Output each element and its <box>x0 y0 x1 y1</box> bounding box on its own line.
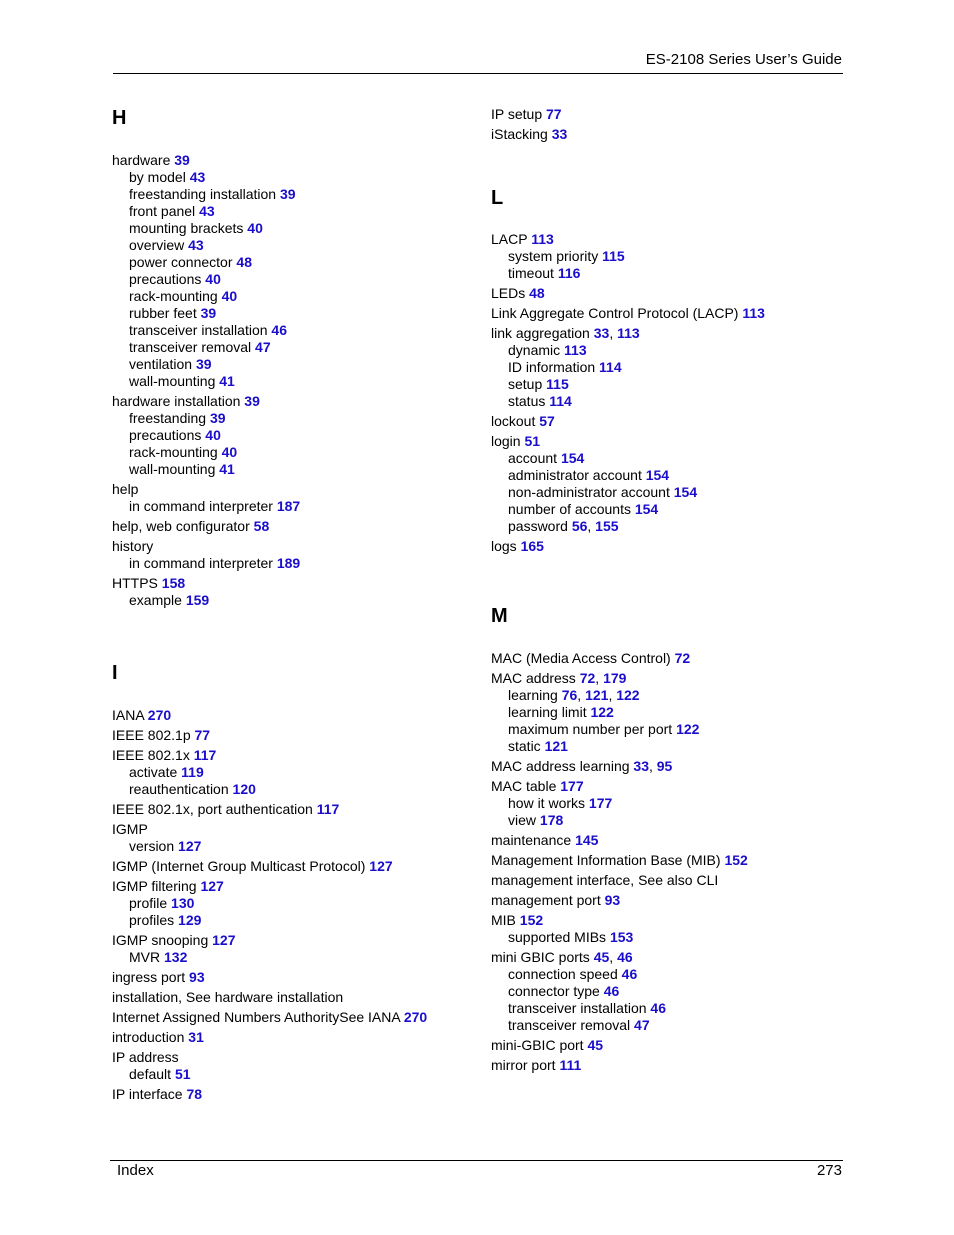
entry-term: transceiver installation <box>508 1000 647 1016</box>
entry-term: reauthentication <box>129 781 229 797</box>
entry-term: non-administrator account <box>508 484 670 500</box>
index-entry <box>112 538 492 555</box>
page-link[interactable]: 43 <box>188 237 204 253</box>
index-subentry <box>491 450 871 467</box>
entry-term: ingress port <box>112 969 186 985</box>
page-link[interactable]: 152 <box>724 852 748 868</box>
entry-term: supported MIBs <box>508 929 607 945</box>
entry-term: in command interpreter <box>129 555 273 571</box>
page-link[interactable]: 115 <box>546 376 569 392</box>
page-link[interactable]: 40 <box>221 444 238 460</box>
entry-term: view <box>508 812 537 828</box>
page-link[interactable]: 122 <box>676 721 700 737</box>
index-subentry <box>491 467 871 484</box>
entry-term: help, web configurator <box>112 518 250 534</box>
entry-term: mini-GBIC port <box>491 1037 584 1053</box>
index-subentry <box>112 444 492 461</box>
index-subentry <box>112 895 492 912</box>
entry-term: profile <box>129 895 168 911</box>
index-entry <box>112 393 492 410</box>
entry-term: number of accounts <box>508 501 631 517</box>
index-entry <box>112 821 492 838</box>
page-link[interactable]: 154 <box>634 501 659 517</box>
index-subentry <box>491 248 871 265</box>
entry-term: IGMP snooping <box>112 932 209 948</box>
entry-term: MAC address <box>491 670 576 686</box>
entry-term: default <box>129 1066 172 1082</box>
entry-term: system priority <box>508 248 599 264</box>
index-subentry <box>491 393 871 410</box>
page-link[interactable]: 154 <box>560 450 585 466</box>
index-entry <box>112 1086 492 1103</box>
page-link[interactable]: 57 <box>539 413 555 429</box>
page-link[interactable]: 113 <box>742 305 765 321</box>
index-subentry <box>112 203 492 220</box>
entry-term: IEEE 802.1p <box>112 727 191 743</box>
index-entry <box>491 832 871 849</box>
index-entry <box>491 1057 871 1074</box>
index-entry: MAC address learning 33, 95 <box>491 758 673 774</box>
page-link[interactable]: 127 <box>369 858 393 874</box>
page-link[interactable]: 48 <box>236 254 252 270</box>
entry-term: transceiver installation <box>129 322 268 338</box>
index-section <box>112 661 492 1103</box>
entry-term: wall-mounting <box>129 373 216 389</box>
index-subentry <box>491 376 871 393</box>
entry-term: ID information <box>508 359 596 375</box>
index-subentry <box>112 949 492 966</box>
index-subentry <box>491 265 871 282</box>
entry-term: MAC address learning <box>491 758 630 774</box>
index-subentry <box>112 186 492 203</box>
index-subentry <box>112 461 492 478</box>
page-link[interactable]: 122 <box>616 687 640 703</box>
page-link[interactable]: 40 <box>247 220 263 236</box>
entry-term: by model <box>129 169 186 185</box>
index-entry: MAC address 72, 179 <box>491 670 627 686</box>
index-entry <box>491 433 871 450</box>
page-link[interactable]: 115 <box>602 248 625 264</box>
page-link[interactable]: 46 <box>603 983 620 999</box>
page-link[interactable]: 40 <box>221 288 238 304</box>
page-link[interactable]: 130 <box>171 895 195 911</box>
page-link[interactable]: 41 <box>219 461 235 477</box>
page-link[interactable]: 111 <box>559 1057 582 1073</box>
index-column-right <box>491 106 871 1074</box>
index-entry <box>112 801 492 818</box>
page-number: 273 <box>816 1162 842 1179</box>
entry-term: MAC table <box>491 778 557 794</box>
page-link[interactable]: 114 <box>549 393 572 409</box>
entry-term: timeout <box>508 265 554 281</box>
entry-term: version <box>129 838 175 854</box>
page-link[interactable]: 132 <box>164 949 188 965</box>
page-link[interactable]: 113 <box>531 231 554 247</box>
entry-term: dynamic <box>508 342 561 358</box>
page-link[interactable]: 178 <box>539 812 564 828</box>
index-subentry: learning 76, 121, 122 <box>508 687 640 703</box>
page-link[interactable]: 45 <box>593 949 610 965</box>
footer-section: Index <box>117 1162 154 1179</box>
page-link[interactable]: 51 <box>524 433 541 449</box>
entry-term: management interface, See also CLI <box>491 872 719 888</box>
index-subentry <box>112 912 492 929</box>
index-entry <box>112 858 492 875</box>
index-subentry <box>491 704 871 721</box>
entry-term: administrator account <box>508 467 642 483</box>
page-link[interactable]: 72 <box>674 650 691 666</box>
entry-term: power connector <box>129 254 233 270</box>
index-entry <box>491 892 871 909</box>
entry-term: IEEE 802.1x, port authentication <box>112 801 313 817</box>
page-link[interactable]: 158 <box>161 575 186 591</box>
index-entry <box>112 1009 492 1026</box>
entry-term: lockout <box>491 413 536 429</box>
entry-term: IGMP filtering <box>112 878 197 894</box>
index-subentry <box>112 373 492 390</box>
page-link[interactable]: 187 <box>276 498 301 514</box>
entry-term: connector type <box>508 983 600 999</box>
index-subentry <box>491 501 871 518</box>
page-link[interactable]: 39 <box>195 356 212 372</box>
index-entry <box>491 285 871 302</box>
page-link[interactable]: 120 <box>232 781 256 797</box>
page-link[interactable]: 154 <box>645 467 670 483</box>
index-entry <box>112 747 492 764</box>
page-link[interactable]: 121 <box>544 738 568 754</box>
page-link[interactable]: 152 <box>519 912 544 928</box>
page-link[interactable]: 33 <box>633 758 649 774</box>
index-entry <box>112 575 492 592</box>
index-subentry <box>112 169 492 186</box>
entry-term: maintenance <box>491 832 572 848</box>
entry-term: precautions <box>129 427 202 443</box>
entry-term: IP interface <box>112 1086 183 1102</box>
entry-term: wall-mounting <box>129 461 216 477</box>
index-subentry <box>112 237 492 254</box>
index-entry <box>112 481 492 498</box>
index-section <box>112 106 492 609</box>
entry-term: rack-mounting <box>129 288 218 304</box>
index-subentry <box>112 1066 492 1083</box>
entry-term: overview <box>129 237 185 253</box>
entry-term: Link Aggregate Control Protocol (LACP) <box>491 305 739 321</box>
entry-term: IP address <box>112 1049 179 1065</box>
index-subentry: password 56, 155 <box>508 518 619 534</box>
index-subentry <box>112 322 492 339</box>
index-subentry <box>491 484 871 501</box>
page-link[interactable]: 46 <box>271 322 287 338</box>
index-subentry <box>491 342 871 359</box>
index-subentry <box>112 288 492 305</box>
page-link[interactable]: 39 <box>209 410 226 426</box>
index-subentry <box>491 812 871 829</box>
entry-term: Internet Assigned Numbers AuthoritySee IANA <box>112 1009 400 1025</box>
page-link[interactable]: 40 <box>205 271 221 287</box>
page-link[interactable]: 95 <box>656 758 673 774</box>
entry-term: rubber feet <box>129 305 197 321</box>
header-rule <box>113 73 843 74</box>
index-subentry <box>112 410 492 427</box>
page-link[interactable]: 77 <box>194 727 211 743</box>
entry-term: login <box>491 433 521 449</box>
entry-term: MAC (Media Access Control) <box>491 650 671 666</box>
page-link[interactable]: 41 <box>219 373 235 389</box>
entry-term: example <box>129 592 182 608</box>
page-link[interactable]: 127 <box>212 932 236 948</box>
page-link[interactable]: 45 <box>587 1037 604 1053</box>
entry-term: Management Information Base (MIB) <box>491 852 721 868</box>
index-subentry <box>491 359 871 376</box>
page-link[interactable]: 56 <box>571 518 588 534</box>
index-section <box>491 186 871 555</box>
entry-term: in command interpreter <box>129 498 273 514</box>
entry-term: maximum number per port <box>508 721 673 737</box>
page-link[interactable]: 93 <box>189 969 205 985</box>
section-letter: L <box>491 187 504 209</box>
index-column-left <box>112 106 492 1103</box>
entry-term: HTTPS <box>112 575 158 591</box>
index-entry <box>491 126 871 143</box>
index-subentry <box>112 555 492 572</box>
entry-term: rack-mounting <box>129 444 218 460</box>
page-link[interactable]: 179 <box>603 670 627 686</box>
index-subentry <box>491 983 871 1000</box>
index-subentry <box>491 1017 871 1034</box>
page-link[interactable]: 46 <box>617 949 633 965</box>
page-link[interactable]: 39 <box>200 305 217 321</box>
index-subentry <box>112 592 492 609</box>
index-subentry <box>112 838 492 855</box>
entry-term: mini GBIC ports <box>491 949 590 965</box>
page-link[interactable]: 127 <box>200 878 224 894</box>
index-entry <box>112 152 492 169</box>
entry-term: history <box>112 538 154 554</box>
entry-term: password <box>508 518 568 534</box>
section-letter: I <box>112 662 118 684</box>
entry-term: freestanding installation <box>129 186 277 202</box>
page-link[interactable]: 270 <box>403 1009 428 1025</box>
header-title: ES-2108 Series User’s Guide <box>645 51 842 68</box>
entry-term: mounting brackets <box>129 220 244 236</box>
index-entry: mini GBIC ports 45, 46 <box>491 949 633 965</box>
index-subentry <box>491 929 871 946</box>
entry-term: LACP <box>491 231 528 247</box>
page-link[interactable]: 47 <box>634 1017 650 1033</box>
entry-term: mirror port <box>491 1057 556 1073</box>
entry-term: how it works <box>508 795 586 811</box>
index-entry <box>491 778 871 795</box>
entry-term: setup <box>508 376 543 392</box>
index-entry <box>112 989 492 1006</box>
page-link[interactable]: 117 <box>193 747 217 763</box>
index-entry <box>112 1049 492 1066</box>
page-link[interactable]: 145 <box>575 832 599 848</box>
entry-term: IGMP (Internet Group Multicast Protocol) <box>112 858 366 874</box>
index-subentry <box>112 356 492 373</box>
index-entry <box>112 518 492 535</box>
page-link[interactable]: 113 <box>617 325 640 341</box>
page-link[interactable]: 153 <box>609 929 634 945</box>
entry-term: link aggregation <box>491 325 590 341</box>
entry-term: precautions <box>129 271 202 287</box>
index-entry <box>112 1029 492 1046</box>
index-subentry <box>112 305 492 322</box>
page-link[interactable]: 31 <box>188 1029 204 1045</box>
entry-term: installation, See hardware installation <box>112 989 344 1005</box>
page-link[interactable]: 77 <box>546 106 562 122</box>
page-link[interactable]: 270 <box>147 707 172 723</box>
index-subentry <box>491 738 871 755</box>
page-link[interactable]: 40 <box>205 427 221 443</box>
page-link[interactable]: 78 <box>186 1086 203 1102</box>
entry-term: connection speed <box>508 966 618 982</box>
page-link[interactable]: 39 <box>174 152 190 168</box>
page-link[interactable]: 129 <box>178 912 202 928</box>
entry-term: MVR <box>129 949 161 965</box>
index-entry <box>491 106 871 123</box>
page-link[interactable]: 72 <box>579 670 596 686</box>
page-link[interactable]: 33 <box>593 325 610 341</box>
page-link[interactable]: 51 <box>174 1066 191 1082</box>
entry-term: front panel <box>129 203 196 219</box>
index-entry <box>112 932 492 949</box>
page-link[interactable]: 189 <box>276 555 301 571</box>
entry-term: activate <box>129 764 178 780</box>
entry-term: hardware installation <box>112 393 241 409</box>
index-entry <box>112 969 492 986</box>
entry-term: introduction <box>112 1029 185 1045</box>
page-link[interactable]: 33 <box>551 126 568 142</box>
index-entry <box>491 872 871 889</box>
entry-term: freestanding <box>129 410 207 426</box>
index-entry <box>112 878 492 895</box>
index-subentry <box>491 795 871 812</box>
index-subentry <box>112 781 492 798</box>
page-link[interactable]: 155 <box>595 518 619 534</box>
index-entry <box>491 231 871 248</box>
index-section <box>491 106 871 143</box>
index-subentry <box>491 721 871 738</box>
page-link[interactable]: 114 <box>599 359 622 375</box>
entry-term: ventilation <box>129 356 193 372</box>
page-link[interactable]: 39 <box>244 393 260 409</box>
page-link[interactable]: 93 <box>604 892 621 908</box>
entry-term: learning <box>508 687 558 703</box>
index-entry <box>112 707 492 724</box>
index-entry <box>491 413 871 430</box>
page-link[interactable]: 177 <box>588 795 613 811</box>
index-subentry <box>491 966 871 983</box>
entry-term: help <box>112 481 139 497</box>
entry-term: transceiver removal <box>508 1017 631 1033</box>
index-subentry <box>112 427 492 444</box>
entry-term: iStacking <box>491 126 548 142</box>
index-section <box>491 604 871 1074</box>
index-entry <box>491 650 871 667</box>
entry-term: LEDs <box>491 285 526 301</box>
page-link[interactable]: 165 <box>520 538 544 554</box>
index-subentry <box>491 1000 871 1017</box>
index-entry <box>112 727 492 744</box>
index-subentry <box>112 498 492 515</box>
page-link[interactable]: 46 <box>650 1000 666 1016</box>
index-subentry <box>112 339 492 356</box>
index-subentry <box>112 271 492 288</box>
page-link[interactable]: 46 <box>621 966 638 982</box>
index-subentry <box>112 764 492 781</box>
page-link[interactable]: 159 <box>185 592 210 608</box>
page-link[interactable]: 39 <box>280 186 296 202</box>
entry-term: IGMP <box>112 821 148 837</box>
index-entry <box>491 1037 871 1054</box>
page-link[interactable]: 43 <box>189 169 206 185</box>
page-link[interactable]: 117 <box>316 801 340 817</box>
page-link[interactable]: 76 <box>561 687 578 703</box>
section-letter: H <box>112 107 127 129</box>
page-link[interactable]: 177 <box>560 778 584 794</box>
entry-term: IP setup <box>491 106 543 122</box>
index-entry <box>491 912 871 929</box>
page-link[interactable]: 47 <box>255 339 271 355</box>
page-link[interactable]: 116 <box>557 265 581 281</box>
index-entry <box>491 305 871 322</box>
page-link[interactable]: 113 <box>564 342 587 358</box>
entry-term: transceiver removal <box>129 339 252 355</box>
page-link[interactable]: 127 <box>178 838 202 854</box>
index-entry <box>491 538 871 555</box>
entry-term: hardware <box>112 152 171 168</box>
page-link[interactable]: 154 <box>673 484 698 500</box>
page-link[interactable]: 43 <box>199 203 215 219</box>
index-subentry <box>112 254 492 271</box>
entry-term: learning limit <box>508 704 587 720</box>
entry-term: account <box>508 450 558 466</box>
entry-term: profiles <box>129 912 175 928</box>
entry-term: static <box>508 738 541 754</box>
index-entry: link aggregation 33, 113 <box>491 325 640 341</box>
footer-rule <box>110 1160 843 1161</box>
index-entry <box>491 852 871 869</box>
page-link[interactable]: 119 <box>181 764 204 780</box>
entry-term: MIB <box>491 912 516 928</box>
index-subentry <box>112 220 492 237</box>
entry-term: management port <box>491 892 601 908</box>
entry-term: IEEE 802.1x <box>112 747 190 763</box>
section-letter: M <box>491 605 508 627</box>
page-link[interactable]: 58 <box>253 518 270 534</box>
page-link[interactable]: 121 <box>585 687 609 703</box>
page-link[interactable]: 48 <box>529 285 545 301</box>
entry-term: status <box>508 393 546 409</box>
entry-term: IANA <box>112 707 144 723</box>
entry-term: logs <box>491 538 517 554</box>
page-link[interactable]: 122 <box>590 704 614 720</box>
